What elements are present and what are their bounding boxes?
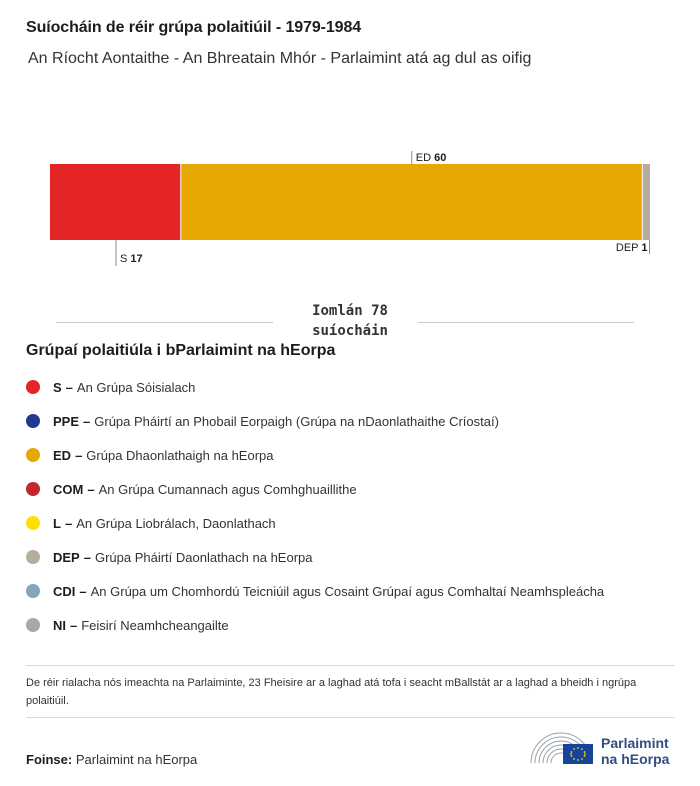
legend-separator: – <box>79 583 87 599</box>
legend-code: CDI <box>53 583 76 599</box>
legend-swatch-icon <box>26 550 40 564</box>
legend-item-ppe <box>26 404 604 438</box>
bar-segment-ed <box>181 164 643 240</box>
hemicycle-flag-icon <box>528 729 594 767</box>
logo-line2: na hEorpa <box>601 751 670 767</box>
data-label-value: 60 <box>434 152 447 164</box>
legend-separator: – <box>83 549 91 565</box>
legend <box>26 370 604 642</box>
legend-code: ED <box>53 447 72 463</box>
legend-code: NI <box>53 617 66 633</box>
data-label-value: 17 <box>130 253 143 265</box>
chart-title: Suíocháin de réir grúpa polaitiúil - 1979-1984 <box>26 19 362 36</box>
legend-name: Grúpa Pháirtí Daonlathach na hEorpa <box>94 549 313 565</box>
divider <box>26 717 675 718</box>
footnote: De réir rialacha nós imeachta na Parlaiminte, 23 Fheisire ar a laghad atá tofa i seacht mBallstát ar a laghad a bheidh i ngrúpa polaitiúil. <box>26 677 637 707</box>
legend-item-ed <box>26 438 604 472</box>
total-seats-line1: Iomlán 78 <box>312 303 388 319</box>
legend-code: PPE <box>53 413 80 429</box>
legend-swatch-icon <box>26 448 40 462</box>
legend-item-com <box>26 472 604 506</box>
legend-name: An Grúpa Cumannach agus Comhghuaillithe <box>98 481 357 497</box>
legend-code: DEP <box>53 549 80 565</box>
total-divider-left <box>56 322 273 323</box>
legend-name: An Grúpa um Chomhordú Teicniúil agus Cosaint Grúpaí agus Comhaltaí Neamhspleácha <box>90 583 605 599</box>
legend-code: L <box>53 515 61 531</box>
legend-name: Feisirí Neamhcheangailte <box>81 617 229 633</box>
source-line <box>26 752 197 767</box>
data-label-category: DEP <box>615 242 642 254</box>
legend-swatch-icon <box>26 516 40 530</box>
data-label-ed <box>416 152 447 164</box>
legend-name: An Grúpa Sóisialach <box>76 379 196 395</box>
legend-name: Grúpa Pháirtí an Phobail Eorpaigh (Grúpa na nDaonlathaithe Críostaí) <box>94 413 499 429</box>
legend-swatch-icon <box>26 482 40 496</box>
total-divider-right <box>418 322 634 323</box>
legend-separator: – <box>70 617 78 633</box>
legend-item-l <box>26 506 604 540</box>
legend-separator: – <box>65 379 73 395</box>
legend-item-s <box>26 370 604 404</box>
legend-swatch-icon <box>26 618 40 632</box>
logo-line1: Parlaimint <box>601 735 669 751</box>
legend-separator: – <box>87 481 95 497</box>
legend-title: Grúpaí polaitiúla i bParlaimint na hEorpa <box>26 342 336 359</box>
legend-separator: – <box>75 447 83 463</box>
bar-segment-s <box>50 164 181 240</box>
source-label: Foinse: <box>26 752 73 767</box>
data-label-category: ED <box>415 152 435 164</box>
data-label-value: 1 <box>641 242 648 254</box>
legend-item-dep <box>26 540 604 574</box>
legend-separator: – <box>83 413 91 429</box>
legend-code: S <box>53 379 62 395</box>
legend-separator: – <box>64 515 73 531</box>
legend-name: Grúpa Dhaonlathaigh na hEorpa <box>86 447 274 463</box>
legend-item-ni <box>26 608 604 642</box>
legend-name: An Grúpa Liobrálach, Daonlathach <box>76 515 276 531</box>
legend-swatch-icon <box>26 380 40 394</box>
data-label-dep <box>616 242 648 254</box>
divider <box>26 665 675 666</box>
legend-swatch-icon <box>26 414 40 428</box>
stacked-bar-chart <box>0 140 700 280</box>
european-parliament-logo <box>528 729 678 769</box>
legend-code: COM <box>53 481 84 497</box>
total-seats-line2: suíocháin <box>312 323 388 339</box>
total-seats-label <box>290 301 410 341</box>
legend-item-cdi <box>26 574 604 608</box>
data-label-s <box>120 253 143 265</box>
bar-segment-dep <box>642 164 650 240</box>
source-value: Parlaimint na hEorpa <box>75 752 198 767</box>
chart-subtitle: An Ríocht Aontaithe - An Bhreatain Mhór - Parlaimint atá ag dul as oifig <box>28 50 532 67</box>
data-label-category: S <box>120 253 131 265</box>
legend-swatch-icon <box>26 584 40 598</box>
